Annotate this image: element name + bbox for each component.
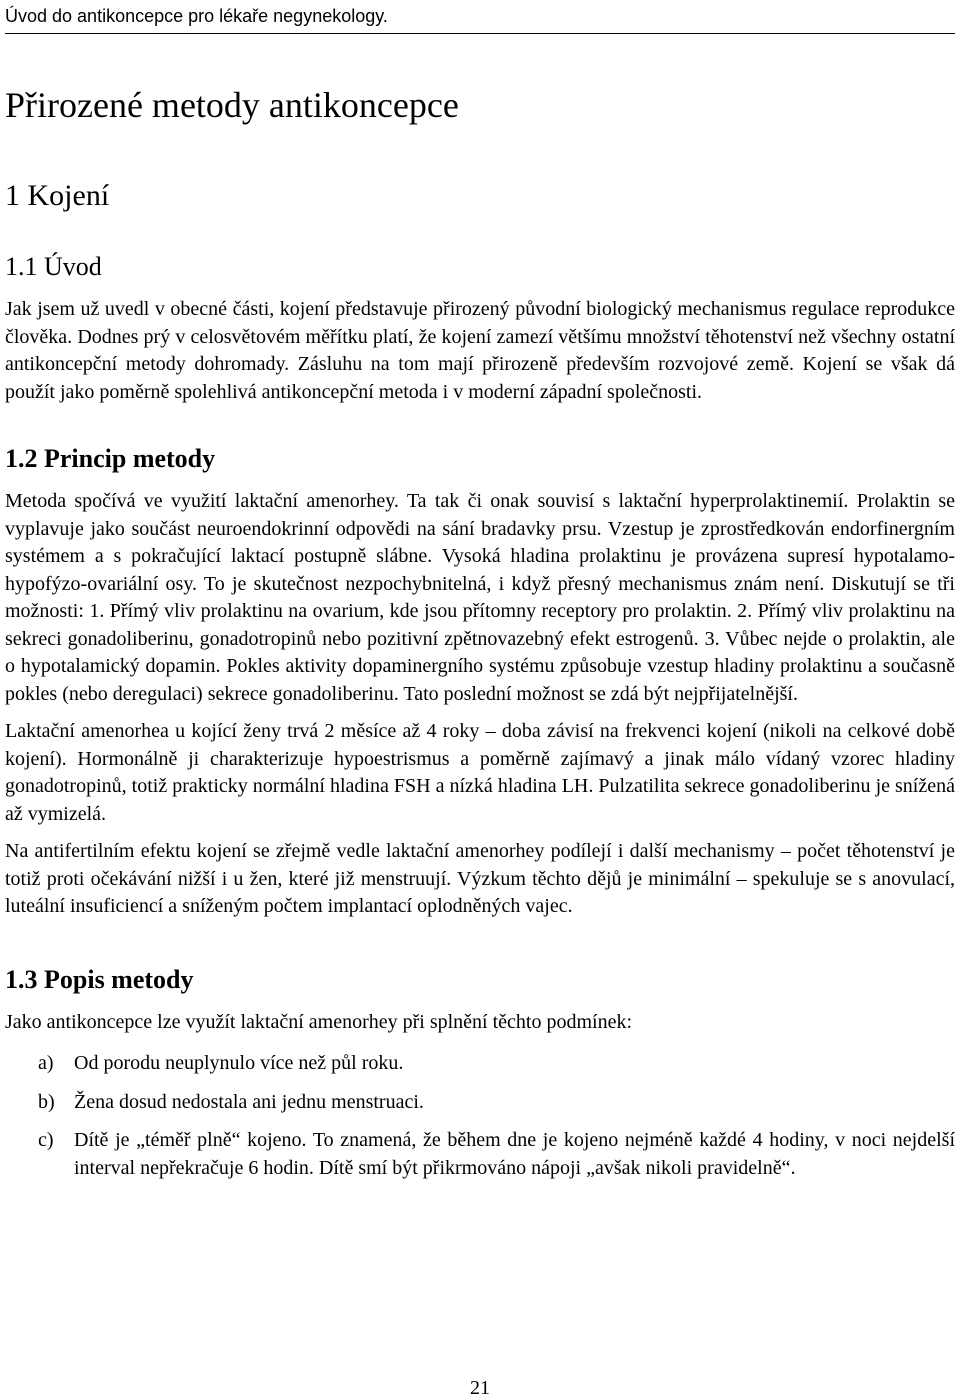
list-marker: a) xyxy=(38,1052,54,1074)
list-item xyxy=(5,1127,955,1182)
document-body xyxy=(5,80,955,1182)
page-number: 21 xyxy=(470,1377,490,1399)
list-item-text: Dítě je „téměř plně“ kojeno. To znamená, že během dne je kojeno nejméně každé 4 hodiny, v noci nejdelší interval nepřekračuje 6 hodin. Dítě smí být přikrmováno nápoji „avšak nikoli pravidelně“. xyxy=(74,1129,955,1179)
chapter-heading: 1 Kojení xyxy=(5,179,110,212)
paragraph-uvod: Jak jsem už uvedl v obecné části, kojení představuje přirozený původní biologický mechanismus regulace reprodukce člověka. Dodnes prý v celosvětovém měřítku platí, že kojení zamezí většímu množství těhotenství než všechny ostatní antikoncepční metody dohromady. Zásluhu na tom mají přirozeně především rozvojové země. Kojení se však dá použít jako poměrně spolehlivá antikoncepční metoda i v moderní západní společnosti. xyxy=(5,298,955,403)
list-item xyxy=(5,1050,955,1078)
list-marker: c) xyxy=(38,1129,54,1151)
section-heading-uvod: 1.1 Úvod xyxy=(5,252,102,281)
conditions-list xyxy=(5,1050,955,1182)
paragraph-princip-3: Na antifertilním efektu kojení se zřejmě vedle laktační amenorhey podílejí i další mechanismy – počet těhotenství je totiž proti očekávání nižší i u žen, které již menstruují. Výzkum těchto dějů je minimální – spekuluje se s anovulací, luteální insuficiencí a sníženým počtem implantací oplodněných vajec. xyxy=(5,840,955,917)
paragraph-princip-2: Laktační amenorhea u kojící ženy trvá 2 měsíce až 4 roky – doba závisí na frekvenci kojení (nikoli na celkové době kojení). Hormonálně ji charakterizuje hypoestrismus a poměrně zajímavý a jinak málo vídaný vzorec hladiny gonadotropinů, totiž prakticky normální hladina FSH a nízká hladina LH. Pulzatilita sekrece gonadoliberinu je snížená až vymizelá. xyxy=(5,720,955,825)
section-heading-princip: 1.2 Princip metody xyxy=(5,444,216,473)
running-header: Úvod do antikoncepce pro lékaře negynekology. xyxy=(5,4,955,34)
paragraph-princip-1: Metoda spočívá ve využití laktační amenorhey. Ta tak či onak souvisí s laktační hyperprolaktinemií. Prolaktin se vyplavuje jako součást neuroendokrinní odpovědi na sání bradavky prsu. Vzestup je zprostředkován endorfinergním systémem a s pokračující laktací postupně slábne. Vysoká hladina prolaktinu je provázena supresí hypotalamo-hypofýzo-ovariální osy. To je skutečnost nezpochybnitelná, i když přesný mechanismus znám není. Diskutují se tři možnosti: 1. Přímý vliv prolaktinu na ovarium, kde jsou přítomny receptory pro prolaktin. 2. Přímý vliv prolaktinu na sekreci gonadoliberinu, gonadotropinů nebo pozitivní zpětnovazebný efekt estrogenů. 3. Vůbec nejde o prolaktin, ale o hypotalamický dopamin. Pokles aktivity dopaminergního systému způsobuje vzestup hladiny prolaktinu a současně pokles (nebo deregulaci) sekrece gonadoliberinu. Tato poslední možnost se zdá být nejpřijatelnější. xyxy=(5,490,955,705)
list-item-text: Žena dosud nedostala ani jednu menstruaci. xyxy=(74,1090,424,1113)
list-marker: b) xyxy=(38,1090,55,1113)
document-title: Přirozené metody antikoncepce xyxy=(5,85,459,125)
paragraph-popis-intro: Jako antikoncepce lze využít laktační amenorhey při splnění těchto podmínek: xyxy=(5,1010,633,1033)
list-item xyxy=(5,1089,955,1117)
section-heading-popis: 1.3 Popis metody xyxy=(5,964,194,994)
list-item-text: Od porodu neuplynulo více než půl roku. xyxy=(74,1052,404,1074)
